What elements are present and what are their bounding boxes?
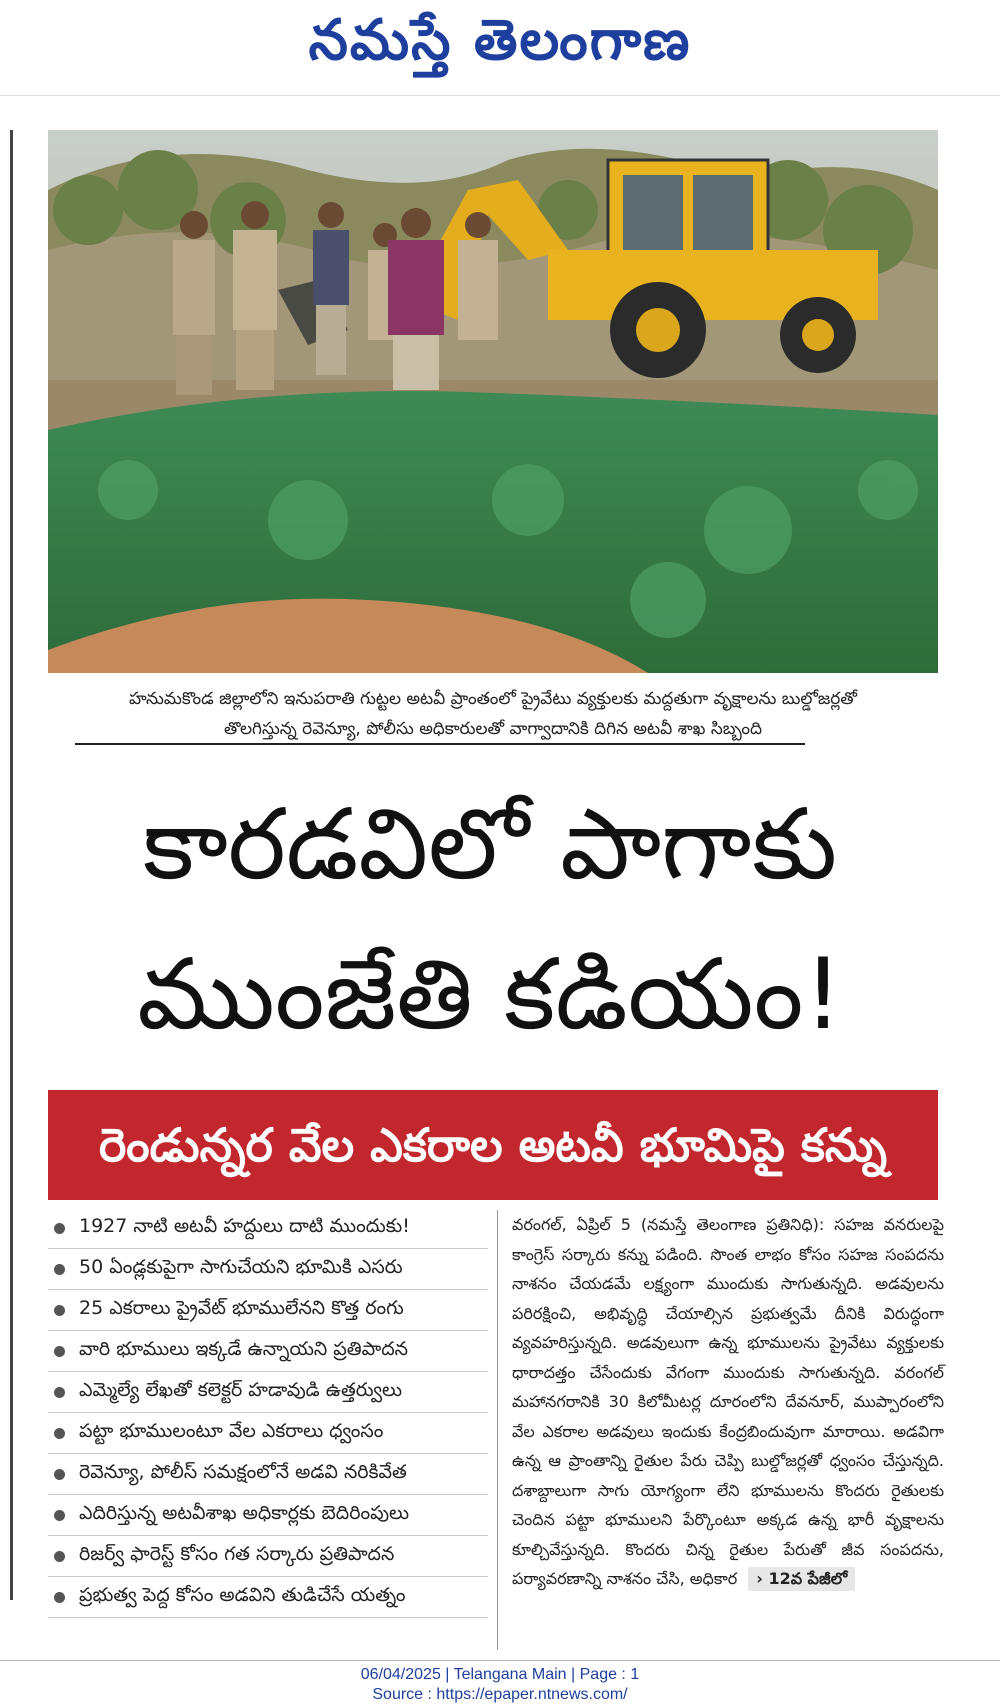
bullet-dot-icon (54, 1510, 65, 1521)
list-item (48, 1208, 488, 1249)
masthead (0, 0, 1000, 95)
bullet-dot-icon (54, 1592, 65, 1603)
list-item (48, 1372, 488, 1413)
bullet-dot-icon (54, 1428, 65, 1439)
highlight-text: 25 ఎకరాలు ప్రైవేట్ భూములేనని కొత్త రంగు (79, 1296, 404, 1319)
footer-edition-info: 06/04/2025 | Telangana Main | Page : 1 (360, 1666, 640, 1683)
highlights-list (48, 1208, 488, 1618)
headline-line-1: కారడవిలో పాగాకు (142, 788, 838, 902)
bullet-dot-icon (54, 1346, 65, 1357)
caption-line-2: తొలగిస్తున్న రెవెన్యూ, పోలీసు అధికారులతో వాగ్వాదానికి దిగిన అటవీ శాఖ సిబ్బంది (224, 719, 762, 739)
article-body (512, 1210, 944, 1594)
list-item (48, 1495, 488, 1536)
chevron-right-icon: › (756, 1569, 763, 1588)
bullet-dot-icon (54, 1305, 65, 1316)
bullet-dot-icon (54, 1387, 65, 1398)
highlight-text: 1927 నాటి అటవీ హద్దులు దాటి ముందుకు! (79, 1214, 410, 1237)
highlight-text: పట్టా భూములంటూ వేల ఎకరాలు ధ్వంసం (79, 1419, 384, 1442)
continued-label: 12వ పేజీలో (768, 1569, 848, 1588)
subheadline-banner: రెండున్నర వేల ఎకరాల అటవీ భూమిపై కన్ను (48, 1090, 938, 1200)
footer-source-link[interactable]: Source : https://epaper.ntnews.com/ (372, 1686, 628, 1703)
left-margin-rule (10, 130, 13, 1600)
list-item (48, 1331, 488, 1372)
caption-line-1: హనుమకొండ జిల్లాలోని ఇనుపరాతి గుట్టల అటవీ ప్రాంతంలో ప్రైవేటు వ్యక్తులకు మద్దతుగా వృక్షాలను బుల్డోజర్లతో (129, 689, 857, 709)
highlight-text: వారి భూములు ఇక్కడే ఉన్నాయని ప్రతిపాదన (79, 1337, 408, 1360)
bullet-dot-icon (54, 1223, 65, 1234)
headline (40, 770, 940, 1070)
caption-underline (75, 743, 805, 745)
highlight-text: రెవెన్యూ, పోలీస్ సమక్షంలోనే అడవి నరికివేత (79, 1460, 407, 1483)
bullet-dot-icon (54, 1264, 65, 1275)
list-item (48, 1454, 488, 1495)
highlight-text: 50 ఏండ్లకుపైగా సాగుచేయని భూమికి ఎసరు (79, 1255, 403, 1278)
list-item (48, 1249, 488, 1290)
page-footer (0, 1665, 1000, 1705)
column-divider (497, 1210, 498, 1650)
masthead-divider (0, 95, 1000, 96)
highlight-text: ప్రభుత్వ పెద్ద కోసం అడవిని తుడిచేసే యత్నం (79, 1583, 406, 1606)
news-photo (48, 130, 938, 673)
list-item (48, 1413, 488, 1454)
headline-line-2: ముంజేతి కడియం! (137, 938, 843, 1052)
bullet-dot-icon (54, 1551, 65, 1562)
highlight-text: ఎదిరిస్తున్న అటవీశాఖ అధికార్లకు బెదిరింపులు (79, 1501, 410, 1524)
article-text: వరంగల్, ఏప్రిల్ 5 (నమస్తే తెలంగాణ ప్రతినిధి): సహజ వనరులపై కాంగ్రెస్ సర్కారు కన్ను పడింది. సొంత లాభం కోసం సహజ సంపదను నాశనం చేయడమే లక్ష్యంగా ముందుకు సాగుతున్నది. అడవులను పరిరక్షించి, అభివృద్ధి చేయాల్సిన ప్రభుత్వమే దీనికి విరుద్ధంగా వ్యవహరిస్తున్నది. అడవులుగా ఉన్న భూములను ప్రైవేటు వ్యక్తులకు ధారాదత్తం చేసేందుకు వేగంగా ముందుకు సాగుతున్నది. వరంగల్ మహానగరానికి 30 కిలోమీటర్ల దూరంలోని దేవనూర్, ముప్పారంలోని వేల ఎకరాల అడవులు ఇందుకు కేంద్రబిందువుగా మారాయి. అడవిగా ఉన్న ఆ ప్రాంతాన్ని రైతుల పేరు చెప్పి బుల్డోజర్లతో ధ్వంసం చేస్తున్నది. దశాబ్దాలుగా సాగు యోగ్యంగా లేని భూములను కొందరు రైతులకు చెందిన పట్టా భూములని పేర్కొంటూ అక్కడ ఉన్న భారీ వృక్షాలను కూల్చివేస్తున్నది. కొందరు చిన్న రైతుల పేరుతో జీవ సంపదను, పర్యావరణాన్ని నాశనం చేసి, అధికార (512, 1215, 944, 1588)
highlight-text: రిజర్వ్ ఫారెస్ట్ కోసం గత సర్కారు ప్రతిపాదన (79, 1542, 395, 1565)
bullet-dot-icon (54, 1469, 65, 1480)
photo-caption (48, 684, 938, 744)
footer-divider (0, 1660, 1000, 1661)
newspaper-logo-title: నమస్తే తెలంగాణ (308, 8, 692, 73)
highlight-text: ఎమ్మెల్యే లేఖతో కలెక్టర్ హడావుడి ఉత్తర్వులు (79, 1378, 403, 1401)
list-item (48, 1290, 488, 1331)
continued-on-page-link[interactable] (748, 1567, 855, 1591)
list-item (48, 1536, 488, 1577)
list-item (48, 1577, 488, 1618)
